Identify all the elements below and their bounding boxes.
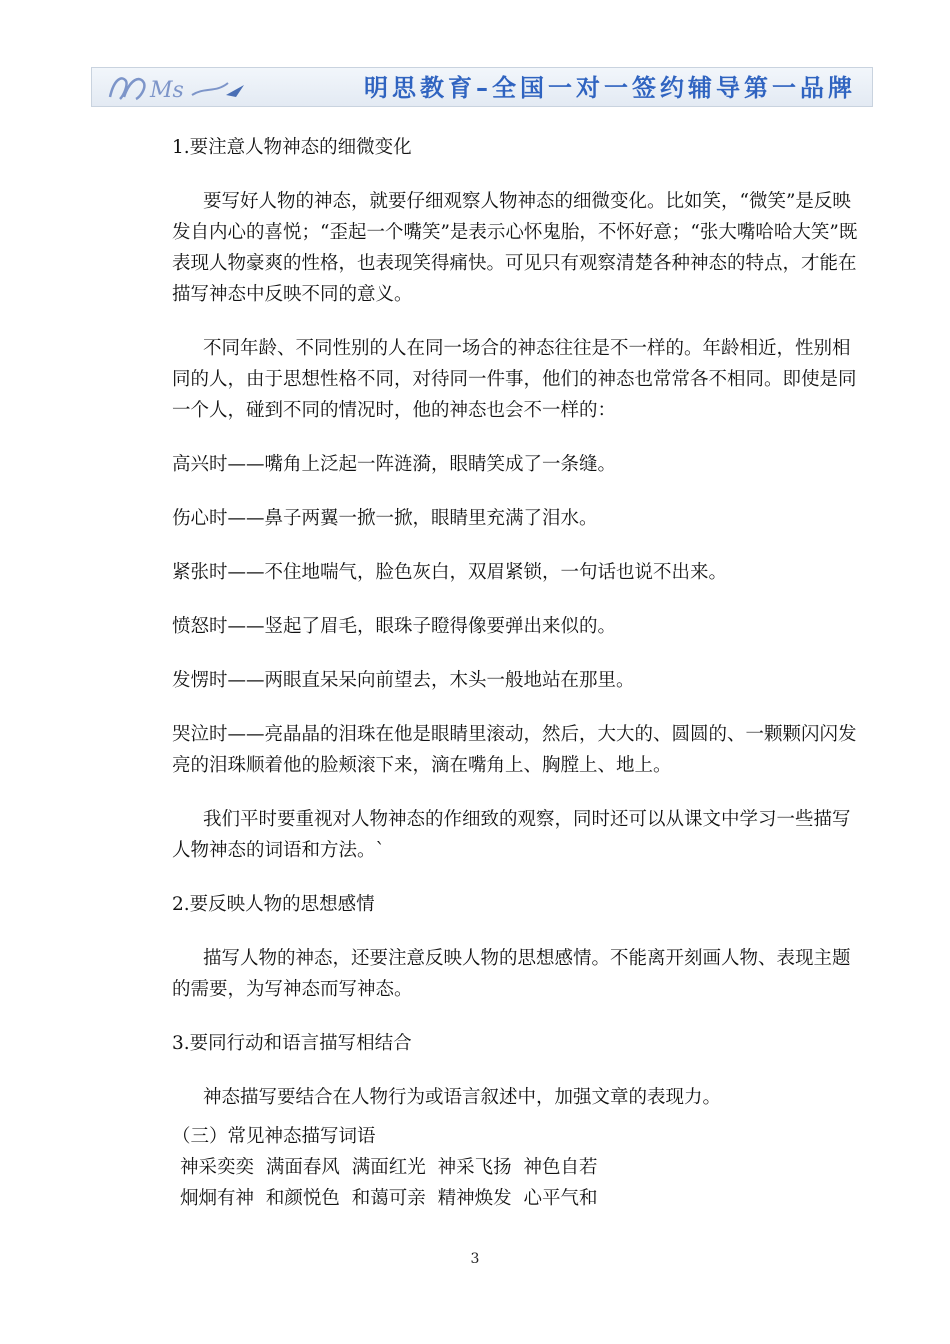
document-body [172, 132, 862, 1214]
section-3-paragraph: 神态描写要结合在人物行为或语言叙述中，加强文章的表现力。 [203, 1087, 722, 1108]
brand-logo [104, 71, 254, 105]
word-list-line-1: 神采奕奕 满面春风 满面红光 神采飞扬 神色自若 [180, 1157, 598, 1178]
page-number: 3 [470, 1251, 480, 1267]
section-1-paragraph-2: 不同年龄、不同性别的人在同一场合的神态往往是不一样的。年龄相近，性别相同的人，由于思想性格不同，对待同一件事，他们的神态也常常各不相同。即使是同一个人，碰到不同的情况时，他的神态也会不一样的： [172, 338, 857, 421]
section-2-heading: 2.要反映人物的思想感情 [172, 894, 375, 915]
example-sad: 伤心时——鼻子两翼一掀一掀，眼睛里充满了泪水。 [172, 508, 598, 529]
section-2-paragraph: 描写人物的神态，还要注意反映人物的思想感情。不能离开刻画人物、表现主题的需要，为写神态而写神态。 [172, 948, 851, 1000]
logo-lettering: Ms [150, 78, 184, 103]
example-nervous: 紧张时——不住地喘气，脸色灰白，双眉紧锁，一句话也说不出来。 [172, 562, 728, 583]
example-dazed: 发愣时——两眼直呆呆向前望去，木头一般地站在那里。 [172, 670, 635, 691]
section-3-heading: 3.要同行动和语言描写相结合 [172, 1033, 412, 1054]
example-angry: 愤怒时——竖起了眉毛，眼珠子瞪得像要弹出来似的。 [172, 616, 617, 637]
section-4-heading: （三）常见神态描写词语 [172, 1126, 376, 1147]
section-1-paragraph-1: 要写好人物的神态，就要仔细观察人物神态的细微变化。比如笑，“微笑”是反映发自内心的喜悦；“歪起一个嘴笑”是表示心怀鬼胎，不怀好意；“张大嘴哈哈大笑”既表现人物豪爽的性格，也表现笑得痛快。可见只有观察清楚各种神态的特点，才能在描写神态中反映不同的意义。 [172, 191, 858, 305]
header-banner [91, 67, 873, 107]
example-crying: 哭泣时——亮晶晶的泪珠在他是眼睛里滚动，然后，大大的、圆圆的、一颗颗闪闪发亮的泪珠顺着他的脸颊滚下来，滴在嘴角上、胸膛上、地上。 [172, 724, 857, 776]
example-happy: 高兴时——嘴角上泛起一阵涟漪，眼睛笑成了一条缝。 [172, 454, 617, 475]
section-1-paragraph-3: 我们平时要重视对人物神态的作细致的观察，同时还可以从课文中学习一些描写人物神态的词语和方法。` [172, 809, 851, 861]
word-list-line-2: 炯炯有神 和颜悦色 和蔼可亲 精神焕发 心平气和 [180, 1188, 598, 1209]
banner-title: 明思教育–全国一对一签约辅导第一品牌 [364, 74, 856, 102]
section-1-heading: 1.要注意人物神态的细微变化 [172, 137, 412, 158]
